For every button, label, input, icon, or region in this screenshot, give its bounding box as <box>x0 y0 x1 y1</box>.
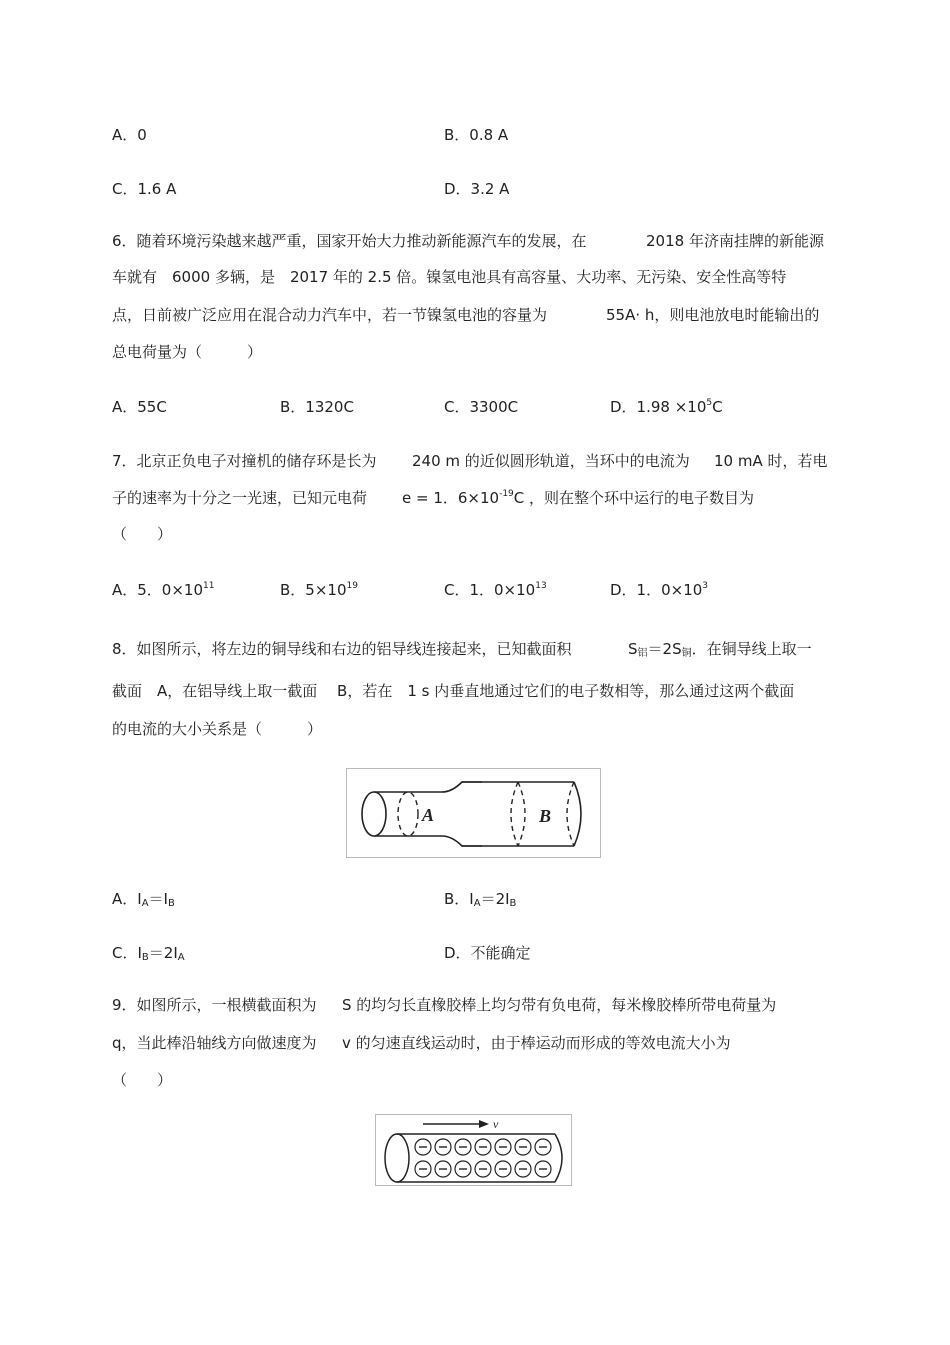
q9-line-2b: v 的匀速直线运动时，由于棒运动而形成的等效电流大小为 <box>342 1034 731 1052</box>
q8-option-a-p0: A．I <box>112 890 142 908</box>
q8-option-c-p2: ＝2I <box>148 944 178 962</box>
q7-option-a-base: A．5．0×10 <box>112 581 204 599</box>
q8-option-d: D．不能确定 <box>444 944 531 962</box>
q7-option-c-exp: 13 <box>535 581 547 591</box>
q7-charge-base: e = 1．6×10 <box>402 489 500 507</box>
q8-label-b: B <box>539 806 552 826</box>
q5-option-c: C．1.6 A <box>112 180 177 198</box>
q8-option-b-p1: A <box>473 898 481 909</box>
q6-option-a: A．55C <box>112 398 167 416</box>
q8-option-b-p0: B．I <box>444 890 474 908</box>
q6-option-d-base: D．1.98 ×10 <box>610 398 707 416</box>
q6-option-d-exp: 5 <box>706 398 713 408</box>
q7-option-d-exp: 3 <box>702 581 709 591</box>
q7-option-b-base: B．5×10 <box>280 581 347 599</box>
q7-line-2a: 子的速率为十分之一光速，已知元电荷 <box>112 489 368 507</box>
q8-option-a-p1: A <box>141 898 149 909</box>
q8-line-1b <box>628 640 812 661</box>
q7-option-d-base: D．1．0×10 <box>610 581 703 599</box>
q8-option-c-p3: A <box>177 952 185 963</box>
q8-option-a <box>112 890 175 911</box>
q9-rod-figure <box>375 1114 573 1186</box>
q6-line-3a: 点，日前被广泛应用在混合动力汽车中，若一节镍氢电池的容量为 <box>112 306 548 324</box>
q8-line-3: 的电流的大小关系是（ ） <box>112 720 323 738</box>
q8-option-a-p3: B <box>167 898 175 909</box>
q6-line-2: 车就有 6000 多辆，是 2017 年的 2.5 倍。镍氢电池具有高容量、大功率、无污染、安全性高等特 <box>112 268 787 286</box>
q8-area-sub2: 铜 <box>681 648 692 659</box>
q8-option-b-p3: B <box>509 898 517 909</box>
q7-line-2b <box>402 489 754 510</box>
q6-option-d <box>610 398 723 419</box>
q7-charge-exp: -19 <box>499 489 514 499</box>
q9-line-1a: 9．如图所示，一根横截面积为 <box>112 996 317 1014</box>
q6-option-c: C．3300C <box>444 398 519 416</box>
q5-option-b: B．0.8 A <box>444 126 509 144</box>
q8-option-c-p1: B <box>141 952 149 963</box>
q6-option-b: B．1320C <box>280 398 354 416</box>
q5-option-a: A．0 <box>112 126 147 144</box>
q8-option-b <box>444 890 516 911</box>
q8-line-2: 截面 A，在铝导线上取一截面 B，若在 1 s 内垂直地通过它们的电子数相等，那么通过这两个截面 <box>112 682 795 700</box>
q7-option-b <box>280 581 358 602</box>
q7-option-c-base: C．1．0×10 <box>444 581 536 599</box>
q7-line-1b: 240 m 的近似圆形轨道，当环中的电流为 <box>412 452 690 470</box>
q8-option-a-p2: ＝I <box>148 890 168 908</box>
q9-velocity-label: v <box>493 1117 499 1131</box>
q7-option-c <box>444 581 547 602</box>
q7-option-b-exp: 19 <box>346 581 358 591</box>
q6-line-1b: 2018 年济南挂牌的新能源 <box>646 232 824 250</box>
q7-charge-tail: C ，则在整个环中运行的电子数目为 <box>513 489 755 507</box>
q8-area-s1: S <box>628 640 638 658</box>
q9-line-1b: S 的均匀长直橡胶棒上均匀带有负电荷，每米橡胶棒所带电荷量为 <box>342 996 777 1014</box>
q6-line-4: 总电荷量为（ ） <box>112 343 263 361</box>
q8-line-1a: 8．如图所示，将左边的铜导线和右边的铝导线连接起来，已知截面积 <box>112 640 572 658</box>
q9-line-3: （ ） <box>112 1071 173 1089</box>
q8-option-c <box>112 944 185 965</box>
q6-line-3b: 55A· h，则电池放电时能输出的 <box>606 306 820 324</box>
q8-area-sub1: 铝 <box>637 648 648 659</box>
q8-label-a: A <box>422 805 435 825</box>
q7-line-1c: 10 mA 时，若电 <box>714 452 828 470</box>
q7-line-3: （ ） <box>112 525 173 543</box>
q6-line-1a: 6．随着环境污染越来越严重，国家开始大力推动新能源汽车的发展，在 <box>112 232 587 250</box>
q7-option-a-exp: 11 <box>203 581 215 591</box>
q8-option-c-p0: C．I <box>112 944 142 962</box>
q7-option-a <box>112 581 214 602</box>
q9-line-2a: q，当此棒沿轴线方向做速度为 <box>112 1034 317 1052</box>
q7-option-d <box>610 581 708 602</box>
q6-option-d-unit: C <box>712 398 723 416</box>
q8-area-tail: ．在铜导线上取一 <box>691 640 812 658</box>
q7-line-1a: 7．北京正负电子对撞机的储存环是长为 <box>112 452 377 470</box>
q5-option-d: D．3.2 A <box>444 180 510 198</box>
q8-area-mid: ＝2S <box>647 640 682 658</box>
q8-option-b-p2: ＝2I <box>480 890 510 908</box>
q8-wire-figure <box>346 768 602 858</box>
